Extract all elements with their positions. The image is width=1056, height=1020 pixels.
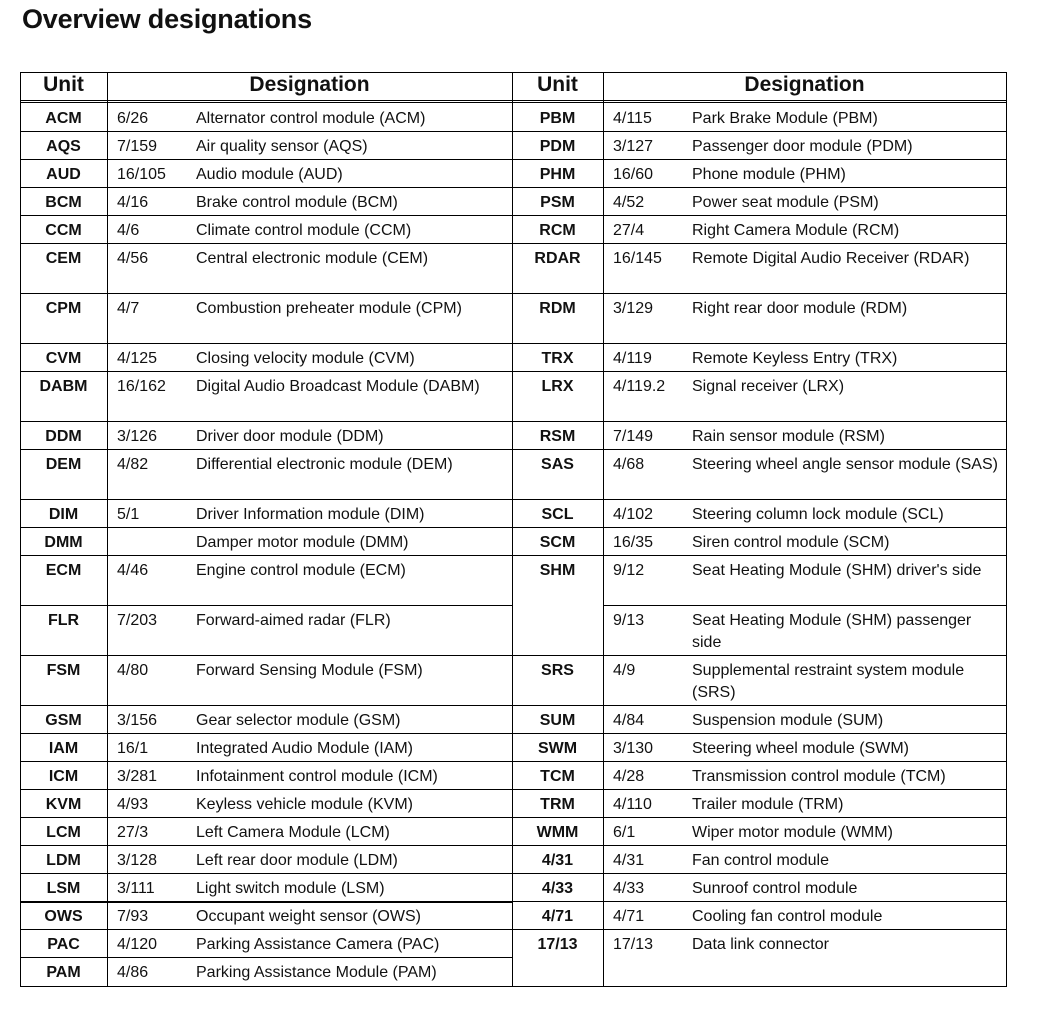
designation-cell: Left Camera Module (LCM): [196, 824, 390, 841]
designation-cell: Brake control module (BCM): [196, 194, 398, 211]
unit-cell: SCM: [539, 534, 576, 551]
code-cell: 7/203: [117, 612, 158, 629]
designation-cell: Forward-aimed radar (FLR): [196, 612, 391, 629]
designation-cell: Siren control module (SCM): [692, 534, 890, 551]
designation-cell: Trailer module (TRM): [692, 796, 844, 813]
code-cell: 4/86: [117, 964, 149, 981]
unit-cell: KVM: [45, 796, 82, 813]
code-cell: 16/105: [117, 166, 166, 183]
designation-cell: Transmission control module (TCM): [692, 768, 946, 785]
code-cell: 4/93: [117, 796, 149, 813]
designation-cell: Park Brake Module (PBM): [692, 110, 878, 127]
unit-cell: CVM: [45, 350, 82, 367]
unit-cell: 4/31: [541, 852, 574, 869]
code-cell: 3/129: [613, 300, 654, 317]
code-cell: [107, 527, 192, 555]
unit-cell: SCL: [541, 506, 574, 523]
unit-cell: CEM: [45, 250, 82, 267]
code-cell: 4/110: [613, 796, 652, 813]
designation-cell: Wiper motor module (WMM): [692, 824, 893, 841]
unit-cell: OWS: [44, 908, 83, 925]
code-cell: 6/1: [613, 824, 636, 841]
code-cell: 4/102: [613, 506, 654, 523]
unit-cell: ECM: [45, 562, 82, 579]
unit-cell: PBM: [539, 110, 576, 127]
unit-cell: RDAR: [534, 250, 581, 267]
unit-cell: DDM: [45, 428, 82, 445]
code-cell: 6/26: [117, 110, 149, 127]
designation-cell: Forward Sensing Module (FSM): [196, 662, 423, 679]
designation-cell: Steering wheel angle sensor module (SAS): [692, 456, 998, 473]
unit-cell: SHM: [539, 562, 576, 579]
unit-cell: SUM: [539, 712, 576, 729]
unit-cell: WMM: [536, 824, 579, 841]
unit-cell: FLR: [47, 612, 80, 629]
code-cell: 7/93: [117, 908, 149, 925]
designation-cell: Keyless vehicle module (KVM): [196, 796, 413, 813]
unit-cell: TRX: [541, 350, 574, 367]
code-cell: 4/6: [117, 222, 140, 239]
designation-cell: Remote Keyless Entry (TRX): [692, 350, 898, 367]
code-cell: 4/9: [613, 662, 636, 679]
designation-cell: Seat Heating Module (SHM) passenger side: [692, 612, 972, 651]
unit-cell: AUD: [46, 166, 81, 183]
header-designation: Designation: [249, 73, 370, 96]
unit-cell: TCM: [540, 768, 575, 785]
code-cell: 27/3: [117, 824, 149, 841]
designation-cell: Audio module (AUD): [196, 166, 343, 183]
designation-cell: Differential electronic module (DEM): [196, 456, 453, 473]
unit-cell: ICM: [48, 768, 79, 785]
header-unit: Unit: [43, 73, 84, 96]
code-cell: 3/126: [117, 428, 158, 445]
code-cell: 4/46: [117, 562, 149, 579]
code-cell: 3/127: [613, 138, 654, 155]
header-designation: Designation: [744, 73, 865, 96]
code-cell: 7/149: [613, 428, 654, 445]
unit-cell: IAM: [48, 740, 79, 757]
code-cell: 7/159: [117, 138, 158, 155]
unit-cell: RSM: [539, 428, 576, 445]
unit-cell: FSM: [46, 662, 81, 679]
unit-cell: LDM: [46, 852, 81, 869]
designation-cell: Combustion preheater module (CPM): [196, 300, 462, 317]
code-cell: 3/111: [117, 880, 155, 897]
code-cell: 4/16: [117, 194, 149, 211]
code-cell: 4/119.2: [613, 378, 666, 395]
code-cell: 4/28: [613, 768, 645, 785]
code-cell: 4/56: [117, 250, 149, 267]
designation-cell: Infotainment control module (ICM): [196, 768, 438, 785]
designation-cell: Left rear door module (LDM): [196, 852, 398, 869]
header-unit: Unit: [537, 73, 578, 96]
code-cell: 3/130: [613, 740, 654, 757]
unit-cell: PHM: [539, 166, 576, 183]
designation-cell: Parking Assistance Module (PAM): [196, 964, 437, 981]
designation-cell: Integrated Audio Module (IAM): [196, 740, 414, 757]
designation-cell: Closing velocity module (CVM): [196, 350, 415, 367]
code-cell: 3/156: [117, 712, 158, 729]
designation-cell: Cooling fan control module: [692, 908, 883, 925]
designation-cell: Signal receiver (LRX): [692, 378, 845, 395]
code-cell: 4/52: [613, 194, 645, 211]
page-title: Overview designations: [22, 4, 312, 34]
code-cell: 4/7: [117, 300, 140, 317]
designation-cell: Remote Digital Audio Receiver (RDAR): [692, 250, 970, 267]
designation-cell: Right Camera Module (RCM): [692, 222, 900, 239]
unit-cell: SRS: [541, 662, 574, 679]
unit-cell: TRM: [540, 796, 575, 813]
designation-cell: Phone module (PHM): [692, 166, 846, 183]
code-cell: 16/35: [613, 534, 654, 551]
designation-cell: Seat Heating Module (SHM) driver's side: [692, 562, 982, 579]
designation-cell: Damper motor module (DMM): [196, 534, 409, 551]
designation-cell: Air quality sensor (AQS): [196, 138, 368, 155]
code-cell: 16/145: [613, 250, 662, 267]
code-cell: 4/120: [117, 936, 158, 953]
unit-cell: ACM: [45, 110, 82, 127]
code-cell: 4/125: [117, 350, 158, 367]
unit-cell: 17/13: [537, 936, 578, 953]
unit-cell: PAM: [46, 964, 81, 981]
unit-cell: 4/71: [541, 908, 574, 925]
designation-cell: Digital Audio Broadcast Module (DABM): [196, 378, 480, 395]
unit-cell: GSM: [45, 712, 82, 729]
unit-cell: SWM: [537, 740, 578, 757]
designation-cell: Sunroof control module: [692, 880, 858, 897]
header-divider: [20, 100, 1006, 101]
designation-cell: Steering column lock module (SCL): [692, 506, 944, 523]
designation-cell: Passenger door module (PDM): [692, 138, 913, 155]
designation-cell: Rain sensor module (RSM): [692, 428, 885, 445]
designation-cell: Supplemental restraint system module (SRS): [692, 662, 965, 701]
code-cell: 4/33: [613, 880, 645, 897]
unit-cell: LRX: [541, 378, 574, 395]
code-cell: 27/4: [613, 222, 645, 239]
code-cell: 3/281: [117, 768, 158, 785]
unit-cell: PSM: [540, 194, 575, 211]
code-cell: 3/128: [117, 852, 158, 869]
designation-cell: Driver door module (DDM): [196, 428, 384, 445]
designation-cell: Occupant weight sensor (OWS): [196, 908, 421, 925]
unit-cell: PDM: [539, 138, 576, 155]
code-cell: 4/68: [613, 456, 645, 473]
unit-cell: RCM: [539, 222, 576, 239]
unit-cell: AQS: [46, 138, 81, 155]
designation-cell: Central electronic module (CEM): [196, 250, 429, 267]
designation-cell: Alternator control module (ACM): [196, 110, 426, 127]
code-cell: 9/12: [613, 562, 645, 579]
code-cell: 16/1: [117, 740, 149, 757]
designation-cell: Data link connector: [692, 936, 829, 953]
designation-cell: Light switch module (LSM): [196, 880, 385, 897]
unit-cell: DEM: [45, 456, 82, 473]
designation-cell: Climate control module (CCM): [196, 222, 412, 239]
code-cell: 17/13: [613, 936, 654, 953]
code-cell: 4/119: [613, 350, 652, 367]
designation-cell: Driver Information module (DIM): [196, 506, 425, 523]
unit-cell: RDM: [539, 300, 576, 317]
unit-cell: CPM: [45, 300, 82, 317]
unit-cell: BCM: [45, 194, 82, 211]
unit-cell: CCM: [45, 222, 82, 239]
code-cell: 4/84: [613, 712, 645, 729]
unit-cell: LSM: [46, 880, 81, 897]
designation-cell: Engine control module (ECM): [196, 562, 406, 579]
unit-cell: PAC: [47, 936, 80, 953]
designation-cell: Gear selector module (GSM): [196, 712, 401, 729]
code-cell: 9/13: [613, 612, 645, 629]
designation-cell: Right rear door module (RDM): [692, 300, 908, 317]
unit-cell: 4/33: [541, 880, 574, 897]
designation-cell: Fan control module: [692, 852, 829, 869]
unit-cell: DABM: [39, 378, 88, 395]
code-cell: 16/60: [613, 166, 654, 183]
unit-cell: LCM: [46, 824, 81, 841]
code-cell: 4/31: [613, 852, 645, 869]
code-cell: 4/80: [117, 662, 149, 679]
designation-cell: Suspension module (SUM): [692, 712, 884, 729]
code-cell: 4/115: [613, 110, 652, 127]
code-cell: 4/71: [613, 908, 645, 925]
code-cell: 16/162: [117, 378, 166, 395]
designation-cell: Power seat module (PSM): [692, 194, 879, 211]
code-cell: 4/82: [117, 456, 149, 473]
unit-cell: DMM: [44, 534, 83, 551]
code-cell: 5/1: [117, 506, 140, 523]
designation-cell: Steering wheel module (SWM): [692, 740, 909, 757]
unit-cell: DIM: [48, 506, 79, 523]
designation-cell: Parking Assistance Camera (PAC): [196, 936, 440, 953]
unit-cell: SAS: [541, 456, 574, 473]
